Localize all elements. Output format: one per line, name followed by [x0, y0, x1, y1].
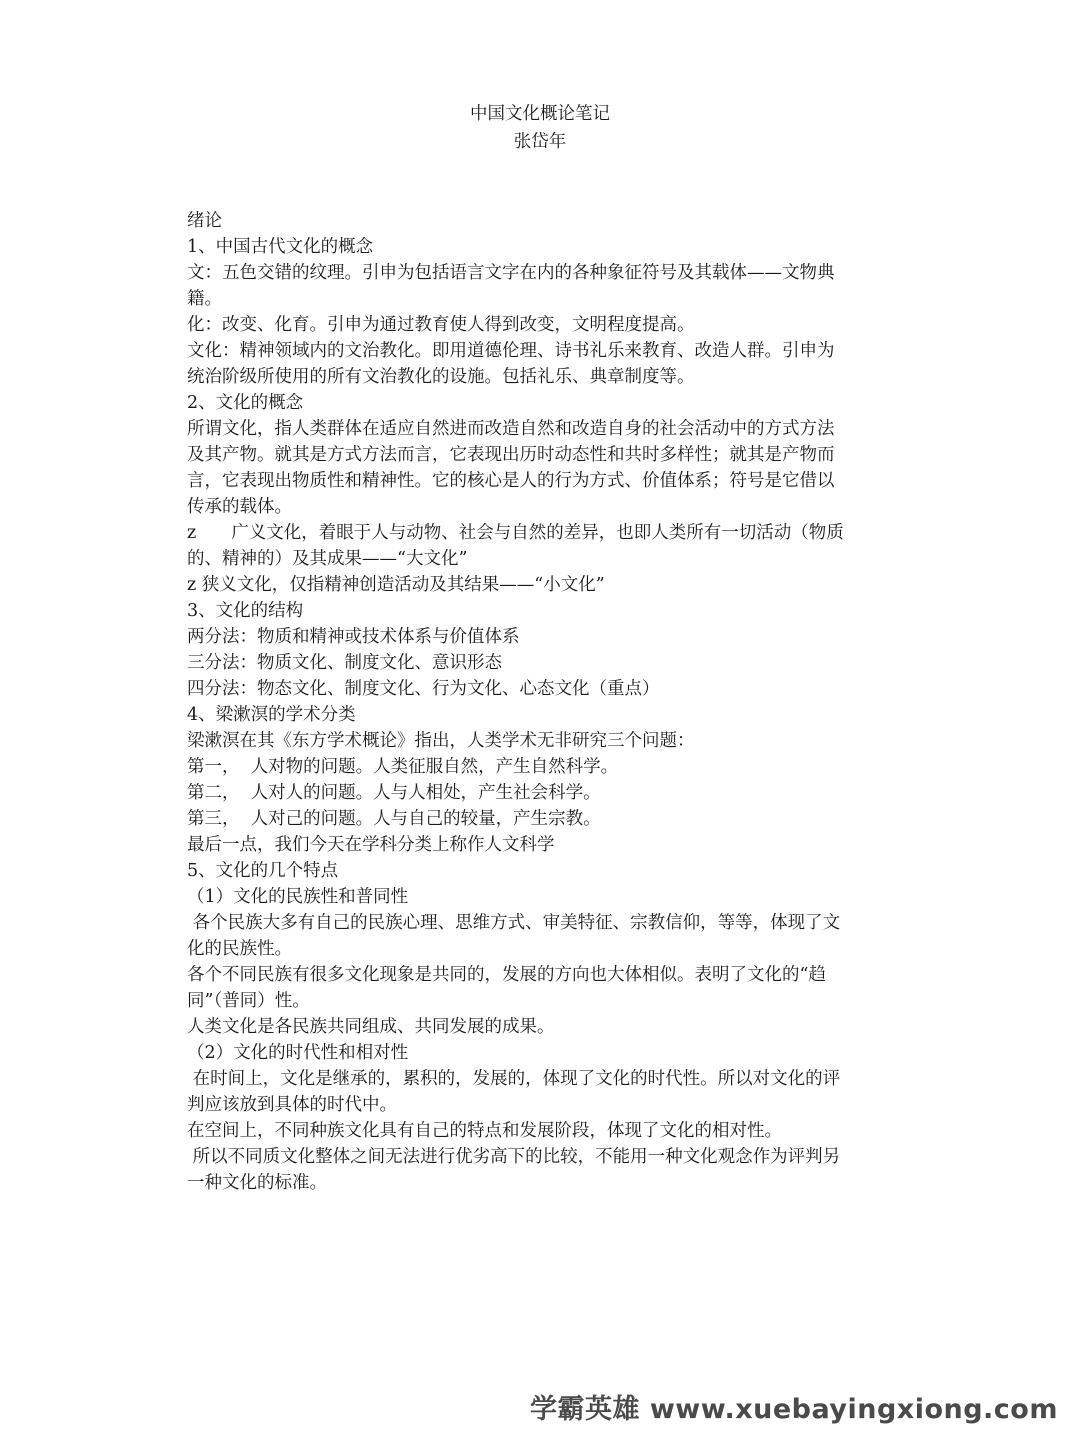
text-line: 文：五色交错的纹理。引申为包括语言文字在内的各种象征符号及其载体——文物典	[187, 263, 835, 283]
text-line: 所以不同质文化整体之间无法进行优劣高下的比较，不能用一种文化观念作为评判另	[187, 1147, 841, 1167]
text-line: 人类文化是各民族共同组成、共同发展的成果。	[187, 1017, 555, 1037]
text-line: 各个民族大多有自己的民族心理、思维方式、审美特征、宗教信仰，等等，体现了文	[187, 913, 841, 933]
text-line: z 狭义文化，仅指精神创造活动及其结果——“小文化”	[187, 575, 605, 595]
document-title: 中国文化概论笔记	[470, 104, 610, 124]
text-line: （1）文化的民族性和普同性	[187, 887, 409, 907]
document-body	[187, 208, 907, 1196]
text-line: 第三， 人对己的问题。人与自己的较量，产生宗教。	[187, 809, 601, 829]
text-line: 传承的载体。	[187, 497, 292, 517]
text-line: 化的民族性。	[187, 939, 292, 959]
site-watermark: 学霸英雄 www.xuebayingxiong.com	[529, 1394, 1058, 1425]
text-line: 所谓文化，指人类群体在适应自然进而改造自然和改造自身的社会活动中的方式方法	[187, 419, 835, 439]
text-line: 三分法：物质文化、制度文化、意识形态	[187, 653, 502, 673]
text-line: 化：改变、化育。引申为通过教育使人得到改变，文明程度提高。	[187, 315, 695, 335]
document-author: 张岱年	[513, 132, 567, 152]
text-line: 判应该放到具体的时代中。	[187, 1095, 397, 1115]
text-line: （2）文化的时代性和相对性	[187, 1043, 409, 1063]
text-line: 2、文化的概念	[187, 393, 304, 413]
document-header	[0, 100, 1080, 156]
text-line: 1、中国古代文化的概念	[187, 237, 374, 257]
text-line: 5、文化的几个特点	[187, 861, 339, 881]
text-line: 言，它表现出物质性和精神性。它的核心是人的行为方式、价值体系；符号是它借以	[187, 471, 835, 491]
text-line: 及其产物。就其是方式方法而言，它表现出历时动态性和共时多样性；就其是产物而	[187, 445, 835, 465]
text-line: 同”（普同）性。	[187, 991, 310, 1011]
text-line: 4、梁漱溟的学术分类	[187, 705, 356, 725]
text-line: 各个不同民族有很多文化现象是共同的，发展的方向也大体相似。表明了文化的“趋	[187, 965, 826, 985]
text-line: 文化：精神领域内的文治教化。即用道德伦理、诗书礼乐来教育、改造人群。引申为	[187, 341, 835, 361]
text-line: 在空间上，不同种族文化具有自己的特点和发展阶段，体现了文化的相对性。	[187, 1121, 782, 1141]
text-line: 两分法：物质和精神或技术体系与价值体系	[187, 627, 520, 647]
text-line: 梁漱溟在其《东方学术概论》指出，人类学术无非研究三个问题：	[187, 731, 695, 751]
text-line: 在时间上，文化是继承的，累积的，发展的，体现了文化的时代性。所以对文化的评	[187, 1069, 841, 1089]
text-line: 统治阶级所使用的所有文治教化的设施。包括礼乐、典章制度等。	[187, 367, 695, 387]
text-line: 最后一点，我们今天在学科分类上称作人文科学	[187, 835, 555, 855]
text-line: 第一， 人对物的问题。人类征服自然，产生自然科学。	[187, 757, 619, 777]
text-line: 第二， 人对人的问题。人与人相处，产生社会科学。	[187, 783, 601, 803]
text-line: 的、精神的）及其成果——“大文化”	[187, 549, 468, 569]
text-line: 四分法：物态文化、制度文化、行为文化、心态文化（重点）	[187, 679, 660, 699]
text-line: 一种文化的标准。	[187, 1173, 327, 1193]
text-line: 籍。	[187, 289, 222, 309]
text-line: 3、文化的结构	[187, 601, 304, 621]
text-line: z 广义文化，着眼于人与动物、社会与自然的差异，也即人类所有一切活动（物质	[187, 523, 844, 543]
text-line: 绪论	[187, 211, 222, 231]
